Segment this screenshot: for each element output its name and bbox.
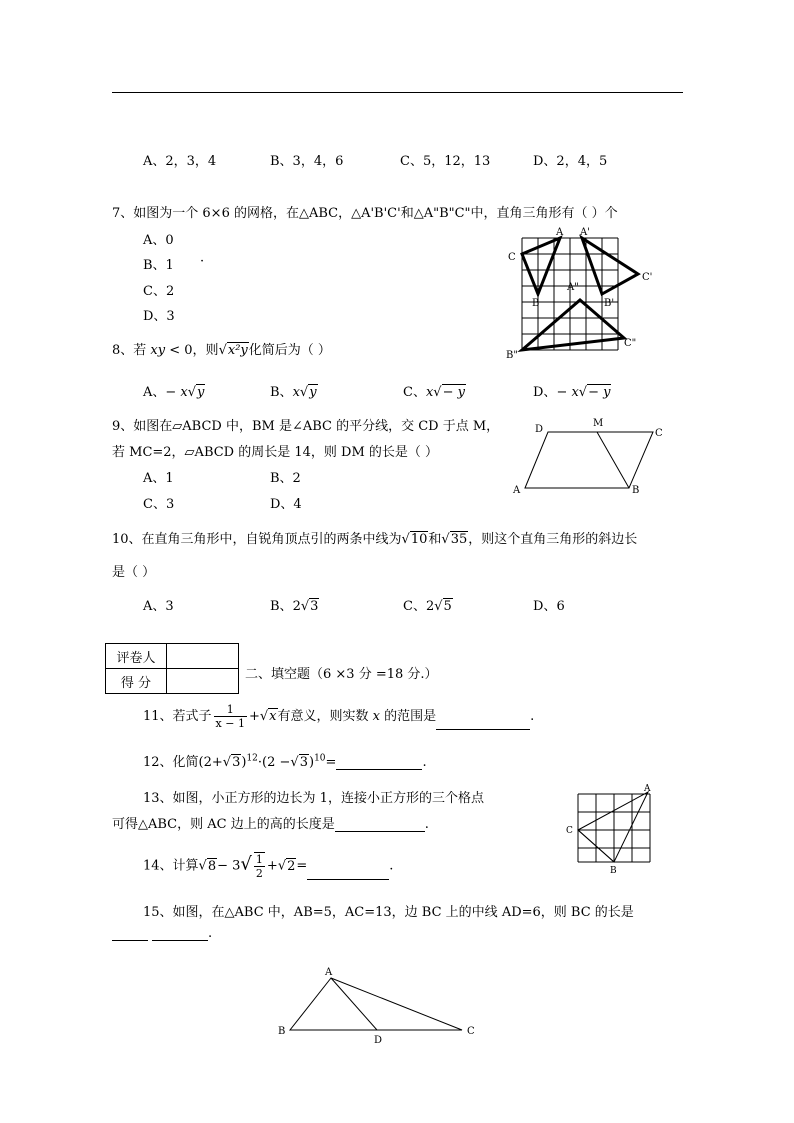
q8-option-b-coef: x xyxy=(292,385,300,400)
q8-stem xyxy=(112,339,331,358)
q8-option-c-coef: x xyxy=(425,385,434,400)
q12-a-close: ) xyxy=(241,755,247,770)
q15-answer-blank-2[interactable] xyxy=(152,926,208,941)
sqrt-sign: √ xyxy=(290,755,299,770)
q13-end: . xyxy=(424,817,429,832)
q10-option-c-rad: 5 xyxy=(443,599,452,614)
q11-denominator: x − 1 xyxy=(215,717,245,730)
q15-line1: 15、如图，在△ABC 中，AB=5，AC=13，边 BC 上的中线 AD=6，则 BC 的长是 xyxy=(143,905,634,920)
q8-prefix: 8、若 xyxy=(112,343,147,358)
q8-suffix: 化简后为（ ） xyxy=(248,343,331,358)
q14-answer-blank[interactable] xyxy=(307,865,389,880)
q12-exp-1: 12 xyxy=(246,753,258,764)
q15-answer-blank-1[interactable] xyxy=(112,926,148,941)
label-m: M xyxy=(593,418,604,429)
label-d: D xyxy=(374,1035,383,1046)
sqrt-sign: √ xyxy=(198,858,207,874)
q12-pre: 12、化简 xyxy=(143,755,199,770)
q8-option-c-letter: C、 xyxy=(403,385,426,400)
label-a-double: A" xyxy=(567,282,579,293)
label-c-double: C" xyxy=(624,338,637,349)
q10-radicand-1: 10 xyxy=(410,532,428,547)
q8-option-c[interactable] xyxy=(403,381,466,400)
q15-line2 xyxy=(112,926,212,941)
q10-option-d-letter: D、 xyxy=(533,599,557,614)
q11-post: 的范围是 xyxy=(384,709,437,724)
q10-option-d[interactable] xyxy=(533,595,565,614)
sqrt-sign: √ xyxy=(222,755,232,770)
q9-line2: 若 MC=2，▱ABCD 的周长是 14，则 DM 的长是（ ） xyxy=(112,445,439,460)
q12-b: (2 − xyxy=(262,755,291,770)
q12-answer-blank[interactable] xyxy=(336,755,422,770)
q8-cond-rel: < 0 xyxy=(169,343,193,358)
q10-option-c-letter: C、 xyxy=(403,599,426,614)
q10-option-b[interactable] xyxy=(270,595,319,614)
q9-option-c[interactable]: C、3 xyxy=(143,497,175,512)
label-c: C xyxy=(467,1026,475,1037)
label-b: B xyxy=(532,298,540,309)
sqrt-sign: √ xyxy=(299,385,309,400)
q10-option-d-coef: 6 xyxy=(556,599,565,614)
label-c: C xyxy=(508,252,516,263)
q14-radicand-1: 8 xyxy=(207,858,217,874)
q8-option-b-letter: B、 xyxy=(270,385,293,400)
q12-radicand-2: 3 xyxy=(299,755,308,770)
q11-var: x xyxy=(372,709,381,724)
q14-denominator: 2 xyxy=(255,867,263,880)
sqrt-sign: √ xyxy=(259,709,269,724)
q14-numerator: 1 xyxy=(255,853,263,866)
q10-option-a[interactable] xyxy=(143,595,174,614)
q8-option-b[interactable] xyxy=(270,381,318,400)
q10-option-c-coef: 2 xyxy=(425,599,435,614)
q9-option-b[interactable]: B、2 xyxy=(270,471,301,486)
q6-option-d[interactable]: D、2，4，5 xyxy=(533,154,608,169)
q7-grid-figure xyxy=(500,224,660,364)
q9-option-a[interactable]: A、1 xyxy=(143,471,174,486)
q13-answer-blank[interactable] xyxy=(335,817,425,832)
q8-option-a-rad: y xyxy=(197,385,205,400)
sqrt-sign: √ xyxy=(578,385,588,400)
q11-mid: 有意义，则实数 xyxy=(277,709,369,724)
q12-radicand-1: 3 xyxy=(232,755,241,770)
label-c: C xyxy=(655,428,663,439)
label-a: A xyxy=(644,784,651,794)
q9-line1: 9、如图在▱ABCD 中，BM 是∠ABC 的平分线，交 CD 于点 M， xyxy=(112,419,500,434)
label-b: B xyxy=(278,1026,286,1037)
q10-option-a-letter: A、 xyxy=(143,599,166,614)
q10-stem-line2: 是（ ） xyxy=(112,565,156,580)
q6-option-b[interactable]: B、3，4，6 xyxy=(270,154,344,169)
q14-minus: − 3 xyxy=(217,858,241,874)
q7-stray-dot: · xyxy=(200,254,205,269)
q10-option-b-coef: 2 xyxy=(292,599,301,614)
q11-answer-blank[interactable] xyxy=(436,715,530,730)
q10-and: 和 xyxy=(428,532,442,547)
q12-a: (2+ xyxy=(198,755,223,770)
q10-radicand-2: 35 xyxy=(450,532,468,547)
score-box xyxy=(105,643,239,694)
section-title: 二、填空题（6 ×3 分 =18 分.） xyxy=(245,667,438,682)
median-ad xyxy=(331,978,377,1030)
header-rule xyxy=(112,92,683,93)
score-cell[interactable] xyxy=(167,669,239,694)
label-d: D xyxy=(535,424,544,435)
q11-radicand: x xyxy=(269,709,277,724)
q14-radicand-2: 2 xyxy=(287,858,296,874)
q8-option-d[interactable] xyxy=(533,381,611,400)
q14-stem xyxy=(143,852,393,880)
q14-end: . xyxy=(389,858,394,874)
q13-line1: 13、如图，小正方形的边长为 1，连接小正方形的三个格点 xyxy=(143,791,484,806)
q6-option-a[interactable]: A、2，3，4 xyxy=(143,154,217,169)
q15-end: . xyxy=(208,926,213,941)
grader-label: 评卷人 xyxy=(106,644,167,669)
label-b: B xyxy=(632,485,640,496)
q12-end: . xyxy=(422,755,427,770)
label-a: A xyxy=(325,967,333,978)
q8-option-d-letter: D、 xyxy=(533,385,557,400)
q8-option-a-letter: A、 xyxy=(143,385,166,400)
q8-option-d-coef: − x xyxy=(556,385,579,400)
label-a: A xyxy=(556,227,564,238)
q13-grid-figure xyxy=(562,782,662,876)
q8-option-c-rad: − y xyxy=(442,385,465,400)
q7-option-b[interactable]: B、1 xyxy=(143,258,174,273)
parallelogram-abcd xyxy=(525,432,653,488)
sqrt-sign: √ xyxy=(401,532,410,547)
q8-option-a[interactable] xyxy=(143,381,205,400)
q10-option-b-rad: 3 xyxy=(310,599,319,614)
label-b-double: B" xyxy=(506,350,518,361)
segment-bm xyxy=(597,432,629,488)
q7-option-d[interactable]: D、3 xyxy=(143,309,175,324)
sqrt-sign: √ xyxy=(187,385,197,400)
q10-pre: 10、在直角三角形中，自锐角顶点引的两条中线为 xyxy=(112,532,402,547)
q10-option-c[interactable] xyxy=(403,595,453,614)
sqrt-sign: √ xyxy=(277,858,287,874)
q11-stem xyxy=(143,703,534,730)
q8-option-d-rad: − y xyxy=(588,385,611,400)
q9-option-d[interactable]: D、4 xyxy=(270,497,302,512)
label-a-prime: A' xyxy=(580,227,590,238)
q10-option-a-coef: 3 xyxy=(165,599,174,614)
q11-plus: + xyxy=(248,709,260,724)
q14-fraction xyxy=(254,852,265,880)
q6-option-c[interactable]: C、5，12，13 xyxy=(400,154,491,169)
sqrt-sign: √ xyxy=(434,599,443,614)
sqrt-sign: √ xyxy=(240,853,252,875)
sqrt-sign: √ xyxy=(433,385,442,400)
q10-option-b-letter: B、 xyxy=(270,599,293,614)
q14-plus: + xyxy=(266,858,278,874)
sqrt-sign: √ xyxy=(218,343,227,358)
q14-eq: = xyxy=(296,858,308,874)
q10-stem-line1 xyxy=(112,528,637,547)
q11-numerator: 1 xyxy=(214,703,247,717)
q12-stem xyxy=(143,751,427,770)
sqrt-sign: √ xyxy=(441,532,450,547)
q14-pre: 14、计算 xyxy=(143,858,199,874)
q8-option-b-rad: y xyxy=(309,385,317,400)
q13-line2-text: 可得△ABC，则 AC 边上的高的长度是 xyxy=(112,817,335,832)
q12-eq: = xyxy=(325,755,337,770)
score-label: 得 分 xyxy=(106,669,167,694)
label-a: A xyxy=(513,485,521,496)
q7-option-a[interactable]: A、0 xyxy=(143,233,174,248)
label-c: C xyxy=(566,826,573,836)
q7-option-c[interactable]: C、2 xyxy=(143,284,175,299)
q12-exp-2: 10 xyxy=(314,753,326,764)
q7-stem: 7、如图为一个 6×6 的网格，在△ABC，△A'B'C'和△A"B"C"中，直角三角形有（ ）个 xyxy=(112,206,618,221)
grader-cell[interactable] xyxy=(167,644,239,669)
q15-triangle-figure xyxy=(272,962,487,1048)
q12-b-close: ) xyxy=(309,755,315,770)
q11-pre: 11、若式子 xyxy=(143,709,212,724)
q8-cond-var: xy xyxy=(150,343,166,358)
q13-line2 xyxy=(112,813,429,832)
q8-mid: ，则 xyxy=(192,343,219,358)
sqrt-sign: √ xyxy=(300,599,310,614)
q8-radicand: x²y xyxy=(227,343,248,358)
q12-dot: · xyxy=(257,755,263,770)
q8-option-a-coef: − x xyxy=(165,385,188,400)
q11-end: . xyxy=(530,709,535,724)
q9-parallelogram-figure xyxy=(505,414,675,498)
q11-fraction xyxy=(214,703,247,730)
triangle-abc xyxy=(578,792,648,862)
q10-post: ，则这个直角三角形的斜边长 xyxy=(468,532,638,547)
label-b-prime: B' xyxy=(604,298,615,309)
label-c-prime: C' xyxy=(642,272,653,283)
triangle-abc xyxy=(290,978,462,1030)
label-b: B xyxy=(610,866,617,876)
